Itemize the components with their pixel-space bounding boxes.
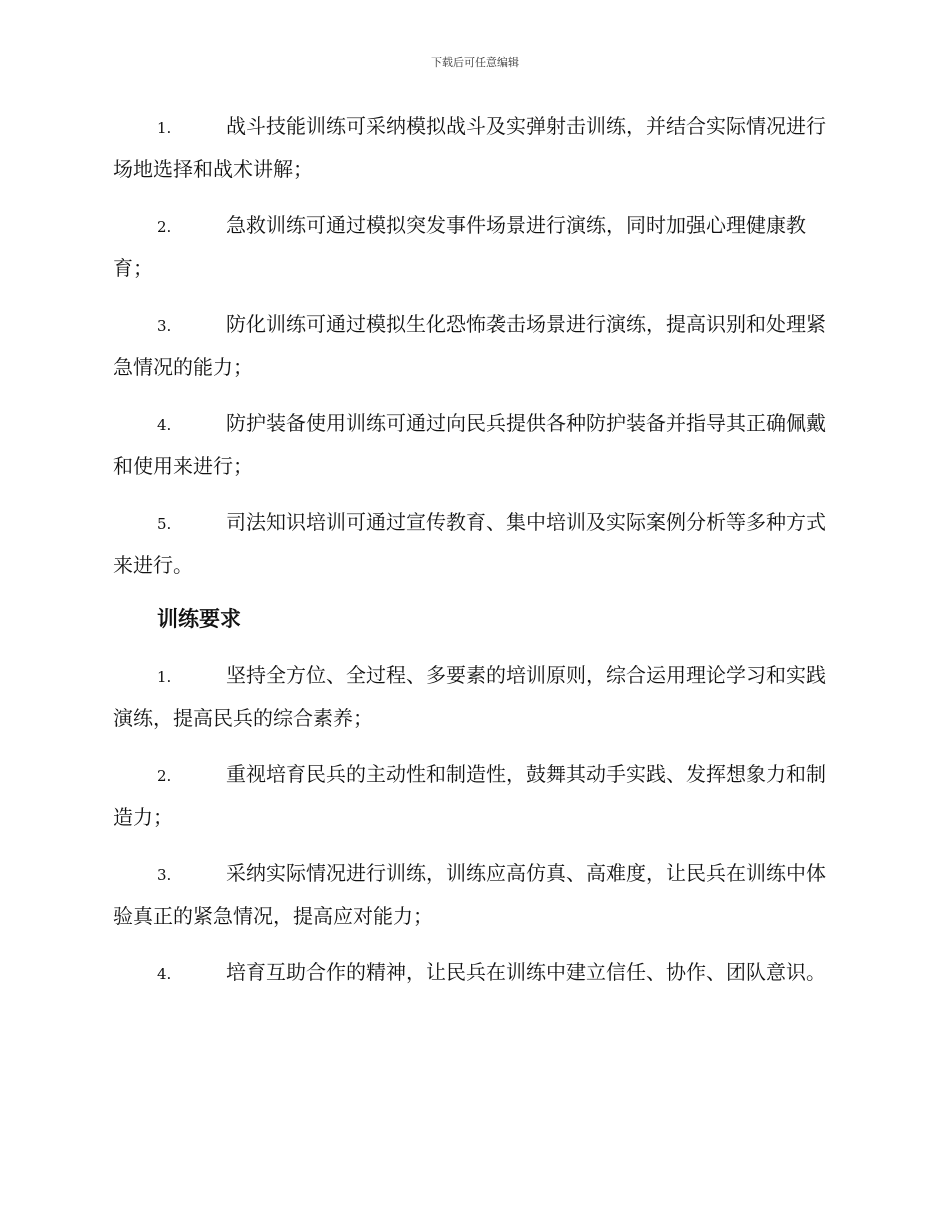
list-item xyxy=(113,502,833,586)
list-item-number: 2. xyxy=(157,218,172,236)
list-item-number: 3. xyxy=(157,317,172,335)
training-methods-list xyxy=(113,106,833,586)
list-item-text: 防护装备使用训练可通过向民兵提供各种防护装备并指导其正确佩戴和使用来进行； xyxy=(113,411,826,478)
list-item xyxy=(113,853,833,937)
list-item-text: 培育互助合作的精神，让民兵在训练中建立信任、协作、团队意识。 xyxy=(226,960,826,984)
list-item-text: 采纳实际情况进行训练，训练应高仿真、高难度，让民兵在训练中体验真正的紧急情况，提高应对能力； xyxy=(113,861,826,928)
list-item-text: 司法知识培训可通过宣传教育、集中培训及实际案例分析等多种方式来进行。 xyxy=(113,510,826,577)
training-requirements-list xyxy=(113,655,833,995)
page-header-note: 下载后可任意编辑 xyxy=(431,56,519,69)
list-item xyxy=(113,205,833,289)
list-item xyxy=(113,655,833,739)
list-item-number: 3. xyxy=(157,866,172,884)
list-item xyxy=(113,403,833,487)
list-item-text: 战斗技能训练可采纳模拟战斗及实弹射击训练，并结合实际情况进行场地选择和战术讲解； xyxy=(113,114,826,181)
list-item-text: 急救训练可通过模拟突发事件场景进行演练，同时加强心理健康教育； xyxy=(113,213,806,280)
list-item-text: 坚持全方位、全过程、多要素的培训原则，综合运用理论学习和实践演练，提高民兵的综合素养； xyxy=(113,663,826,730)
list-item-number: 5. xyxy=(157,515,172,533)
list-item-number: 1. xyxy=(157,668,172,686)
list-item-number: 2. xyxy=(157,767,172,785)
list-item-number: 1. xyxy=(157,119,172,137)
list-item-number: 4. xyxy=(157,416,172,434)
list-item-number: 4. xyxy=(157,965,172,983)
document-body xyxy=(113,106,833,1010)
list-item xyxy=(113,304,833,388)
list-item xyxy=(113,754,833,838)
list-item xyxy=(113,106,833,190)
list-item xyxy=(113,952,833,995)
section-heading: 训练要求 xyxy=(157,607,241,631)
list-item-text: 重视培育民兵的主动性和制造性，鼓舞其动手实践、发挥想象力和制造力； xyxy=(113,762,826,829)
list-item-text: 防化训练可通过模拟生化恐怖袭击场景进行演练，提高识别和处理紧急情况的能力； xyxy=(113,312,826,379)
